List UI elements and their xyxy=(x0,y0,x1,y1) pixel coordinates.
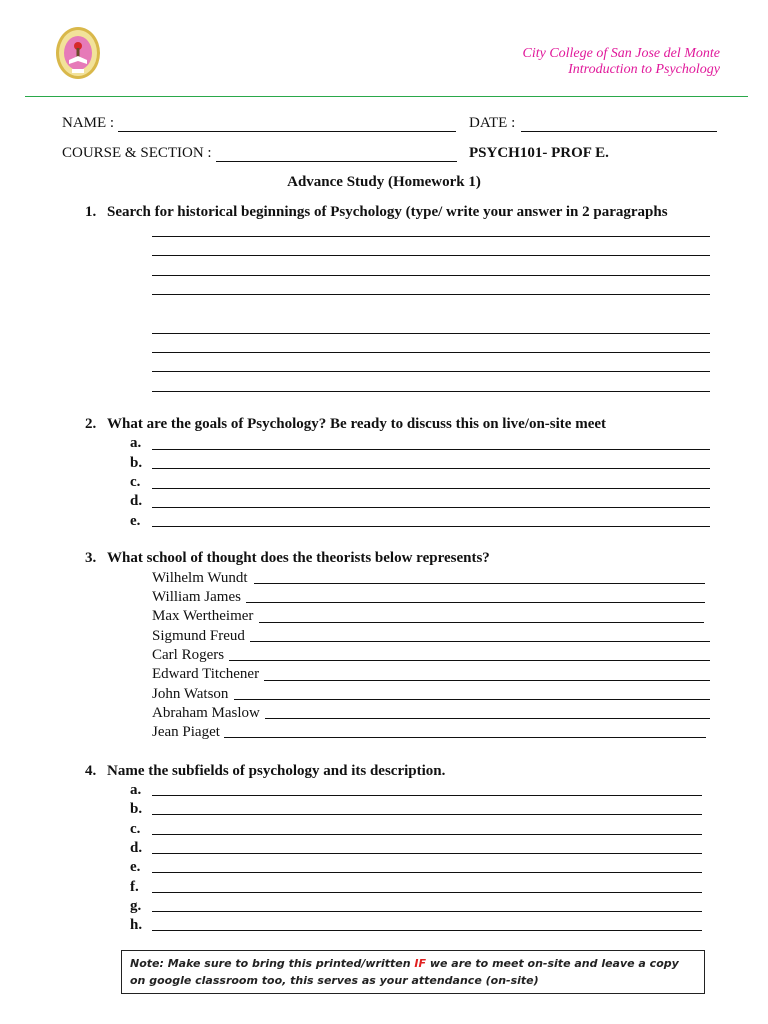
theorist-name: William James xyxy=(152,589,241,605)
theorist-name: John Watson xyxy=(152,686,229,702)
q1-answer-line[interactable] xyxy=(152,371,710,372)
name-field-line[interactable] xyxy=(118,131,456,132)
theorist-answer-line[interactable] xyxy=(250,641,710,642)
q4-answer-line[interactable] xyxy=(152,834,702,835)
q4-letter: g. xyxy=(130,898,142,914)
theorist-name: Abraham Maslow xyxy=(152,705,260,721)
q1-text: Search for historical beginnings of Psychology (type/ write your answer in 2 paragraphs xyxy=(107,204,668,220)
q2-answer-line[interactable] xyxy=(152,526,710,527)
q2-letter: a. xyxy=(130,435,142,451)
q3-number: 3. xyxy=(85,550,97,566)
q4-letter: d. xyxy=(130,840,143,856)
q1-answer-line[interactable] xyxy=(152,255,710,256)
q4-answer-line[interactable] xyxy=(152,930,702,931)
note-highlight-if: IF xyxy=(414,957,426,970)
q2-answer-line[interactable] xyxy=(152,468,710,469)
theorist-name: Sigmund Freud xyxy=(152,628,245,644)
q4-answer-line[interactable] xyxy=(152,872,702,873)
college-seal-logo xyxy=(55,26,101,82)
q4-letter: b. xyxy=(130,801,143,817)
q3-text: What school of thought does the theorists below represents? xyxy=(107,550,490,566)
q1-number: 1. xyxy=(85,204,97,220)
q4-number: 4. xyxy=(85,763,97,779)
institution-name: City College of San Jose del Monte xyxy=(522,46,720,61)
q2-letter: d. xyxy=(130,493,143,509)
q2-letter: e. xyxy=(130,513,141,529)
course-code: PSYCH101- PROF E. xyxy=(469,145,609,161)
course-section-label: COURSE & SECTION : xyxy=(62,145,212,161)
course-name: Introduction to Psychology xyxy=(568,62,720,77)
q1-answer-line[interactable] xyxy=(152,391,710,392)
date-field-line[interactable] xyxy=(521,131,717,132)
theorist-name: Edward Titchener xyxy=(152,666,260,682)
q1-answer-line[interactable] xyxy=(152,294,710,295)
attendance-note xyxy=(121,950,705,994)
q1-answer-line[interactable] xyxy=(152,333,710,334)
theorist-answer-line[interactable] xyxy=(259,622,704,623)
q4-letter: f. xyxy=(130,879,139,895)
q1-answer-line[interactable] xyxy=(152,275,710,276)
q2-letter: c. xyxy=(130,474,141,490)
name-label: NAME : xyxy=(62,115,115,131)
q2-answer-line[interactable] xyxy=(152,449,710,450)
header-block xyxy=(522,46,720,78)
theorist-answer-line[interactable] xyxy=(246,602,705,603)
theorist-answer-line[interactable] xyxy=(224,737,706,738)
q4-answer-line[interactable] xyxy=(152,853,702,854)
q4-answer-line[interactable] xyxy=(152,892,702,893)
date-label: DATE : xyxy=(469,115,516,131)
q4-letter: h. xyxy=(130,917,143,933)
course-section-field-line[interactable] xyxy=(216,161,457,162)
theorist-name: Carl Rogers xyxy=(152,647,225,663)
q4-letter: c. xyxy=(130,821,141,837)
q2-answer-line[interactable] xyxy=(152,488,710,489)
theorist-answer-line[interactable] xyxy=(265,718,710,719)
q1-answer-line[interactable] xyxy=(152,352,710,353)
theorist-answer-line[interactable] xyxy=(229,660,710,661)
q4-letter: a. xyxy=(130,782,142,798)
theorist-answer-line[interactable] xyxy=(264,680,710,681)
q4-answer-line[interactable] xyxy=(152,795,702,796)
theorist-name: Wilhelm Wundt xyxy=(152,570,248,586)
theorist-name: Jean Piaget xyxy=(152,724,220,740)
q4-text: Name the subfields of psychology and its description. xyxy=(107,763,446,779)
page-title: Advance Study (Homework 1) xyxy=(287,174,481,190)
q1-answer-line[interactable] xyxy=(152,236,710,237)
header-divider xyxy=(25,96,748,97)
q2-answer-line[interactable] xyxy=(152,507,710,508)
theorist-answer-line[interactable] xyxy=(234,699,710,700)
q4-letter: e. xyxy=(130,859,141,875)
theorist-answer-line[interactable] xyxy=(254,583,705,584)
note-text-start: Note: Make sure to bring this printed/written xyxy=(130,957,415,970)
q4-answer-line[interactable] xyxy=(152,814,702,815)
q2-letter: b. xyxy=(130,455,143,471)
theorist-name: Max Wertheimer xyxy=(152,608,254,624)
q4-answer-line[interactable] xyxy=(152,911,702,912)
q2-text: What are the goals of Psychology? Be ready to discuss this on live/on-site meet xyxy=(107,416,607,432)
note-text-end: we are to meet on-site and leave a copy on google classroom too, this serves as your attendance (on-site) xyxy=(130,957,679,987)
q2-number: 2. xyxy=(85,416,97,432)
